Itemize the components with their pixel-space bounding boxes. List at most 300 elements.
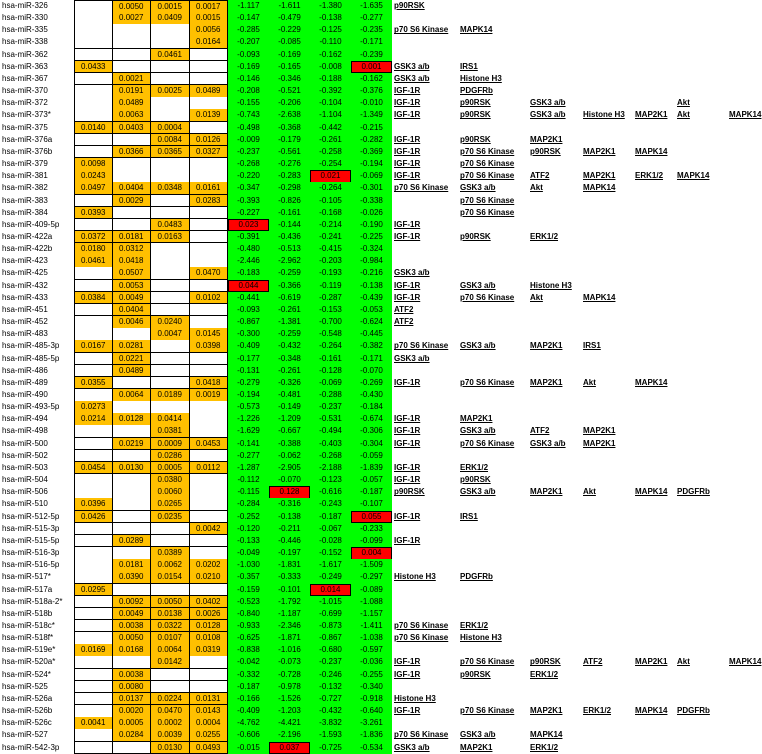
- gene-target-cell: [675, 182, 727, 195]
- gene-target-cell: [675, 584, 727, 597]
- gene-target-cell: [581, 571, 633, 584]
- pvalue-cell: [151, 523, 190, 536]
- table-row: [0, 559, 762, 571]
- gene-target-cell: [528, 547, 581, 560]
- mirna-label: hsa-miR-515-3p: [2, 523, 60, 533]
- ratio-cell: -1.411: [351, 620, 392, 633]
- gene-target-label: GSK3 a/b: [460, 426, 496, 436]
- pvalue-cell: 0.0025: [151, 85, 190, 98]
- ratio-cell: -0.494: [310, 425, 351, 438]
- pvalue-cell: 0.0284: [113, 729, 152, 742]
- ratio-cell: -0.276: [269, 158, 310, 171]
- gene-target-cell: [458, 231, 528, 244]
- gene-target-cell: [633, 547, 675, 560]
- pvalue-cell: [151, 353, 190, 366]
- gene-target-label: GSK3 a/b: [460, 341, 496, 351]
- ratio-cell: -0.388: [269, 438, 310, 451]
- gene-target-cell: [458, 36, 528, 49]
- gene-target-cell: [633, 97, 675, 110]
- pvalue-cell: 0.0265: [151, 498, 190, 511]
- pvalue-cell: 0.0470: [190, 267, 229, 280]
- gene-target-cell: [727, 425, 762, 438]
- ratio-cell: -0.268: [228, 158, 269, 171]
- pvalue-cell: 0.0060: [151, 486, 190, 499]
- table-row: [0, 36, 762, 48]
- gene-target-cell: [392, 742, 458, 754]
- ratio-cell: -1.617: [310, 559, 351, 572]
- gene-target-cell: [392, 195, 458, 208]
- gene-target-cell: [528, 717, 581, 730]
- pvalue-cell: 0.0453: [190, 438, 229, 451]
- gene-target-cell: [392, 547, 458, 560]
- gene-target-cell: [727, 280, 762, 293]
- ratio-cell: -0.125: [310, 24, 351, 37]
- gene-target-cell: [458, 462, 528, 475]
- gene-target-label: MAP2K1: [530, 134, 563, 144]
- gene-target-cell: [633, 170, 675, 183]
- gene-target-cell: [581, 425, 633, 438]
- gene-target-cell: [528, 207, 581, 220]
- gene-target-label: MAPK14: [635, 146, 668, 156]
- pvalue-cell: 0.0403: [113, 122, 152, 135]
- ratio-cell: -0.301: [351, 182, 392, 195]
- pvalue-cell: 0.0322: [151, 620, 190, 633]
- ratio-cell: -0.093: [228, 304, 269, 317]
- pvalue-cell: 0.0286: [151, 450, 190, 463]
- pvalue-cell: 0.0056: [190, 24, 229, 37]
- gene-target-cell: [633, 73, 675, 86]
- gene-target-cell: [458, 146, 528, 159]
- gene-target-cell: [392, 304, 458, 317]
- gene-target-cell: [727, 243, 762, 256]
- ratio-cell: -0.306: [351, 425, 392, 438]
- gene-target-label: MAPK14: [635, 377, 668, 387]
- gene-target-cell: [458, 474, 528, 487]
- ratio-cell: -4.762: [228, 717, 269, 730]
- gene-target-label: IGF-1R: [394, 171, 421, 181]
- ratio-cell: -1.380: [310, 0, 351, 14]
- gene-target-cell: [633, 462, 675, 475]
- gene-target-cell: [392, 85, 458, 98]
- pvalue-cell: 0.0295: [74, 584, 113, 597]
- pvalue-cell: [151, 340, 190, 353]
- ratio-cell: -0.439: [351, 292, 392, 305]
- gene-target-cell: [392, 365, 458, 378]
- ratio-cell: -0.259: [269, 328, 310, 341]
- gene-target-cell: [675, 85, 727, 98]
- gene-target-cell: [581, 24, 633, 37]
- gene-target-cell: [581, 693, 633, 706]
- ratio-cell: -0.282: [351, 134, 392, 147]
- ratio-cell: -2.905: [269, 462, 310, 475]
- gene-target-cell: [392, 243, 458, 256]
- pvalue-cell: [151, 280, 190, 293]
- pvalue-cell: 0.0224: [151, 693, 190, 706]
- gene-target-cell: [392, 596, 458, 609]
- gene-target-cell: [633, 267, 675, 280]
- pvalue-cell: [74, 474, 113, 487]
- ratio-cell: -1.509: [351, 559, 392, 572]
- gene-target-cell: [727, 656, 762, 669]
- ratio-cell: -0.978: [269, 681, 310, 694]
- ratio-cell: -0.480: [228, 243, 269, 256]
- gene-target-cell: [392, 401, 458, 414]
- pvalue-cell: 0.0038: [113, 669, 152, 682]
- pvalue-cell: 0.0418: [113, 255, 152, 268]
- ratio-cell: -0.441: [228, 292, 269, 305]
- gene-target-cell: [528, 353, 581, 366]
- gene-target-cell: [392, 170, 458, 183]
- gene-target-cell: [581, 413, 633, 426]
- pvalue-cell: [74, 36, 113, 49]
- ratio-cell: -0.283: [269, 170, 310, 183]
- gene-target-cell: [727, 413, 762, 426]
- gene-target-cell: [727, 596, 762, 609]
- gene-target-label: MAP2K1: [530, 487, 563, 497]
- pvalue-cell: [190, 450, 229, 463]
- pvalue-cell: [190, 158, 229, 171]
- gene-target-cell: [727, 267, 762, 280]
- ratio-cell: -4.421: [269, 717, 310, 730]
- ratio-cell: -0.193: [310, 267, 351, 280]
- gene-target-cell: [392, 316, 458, 329]
- gene-target-cell: [633, 182, 675, 195]
- ratio-cell: -2.638: [269, 109, 310, 122]
- gene-target-cell: [633, 450, 675, 463]
- gene-target-cell: [727, 729, 762, 742]
- gene-target-label: Histone H3: [394, 572, 436, 582]
- gene-target-label: Histone H3: [394, 693, 436, 703]
- mirna-label: hsa-miR-518b: [2, 608, 53, 618]
- gene-target-cell: [528, 49, 581, 62]
- ratio-cell: -0.206: [269, 97, 310, 110]
- pvalue-cell: 0.0461: [151, 49, 190, 62]
- gene-target-cell: [727, 49, 762, 62]
- pvalue-cell: [74, 656, 113, 669]
- gene-target-cell: [633, 584, 675, 597]
- ratio-cell: -0.259: [269, 267, 310, 280]
- pvalue-cell: 0.0128: [190, 620, 229, 633]
- ratio-cell: -0.237: [310, 401, 351, 414]
- table-row: [0, 73, 762, 85]
- ratio-cell: -0.069: [310, 377, 351, 390]
- gene-target-cell: [458, 219, 528, 232]
- ratio-cell: -0.249: [310, 571, 351, 584]
- pvalue-cell: [151, 304, 190, 317]
- gene-target-label: MAPK14: [530, 730, 563, 740]
- ratio-cell: -0.624: [351, 316, 392, 329]
- pvalue-cell: [74, 267, 113, 280]
- ratio-cell: -0.165: [269, 61, 310, 74]
- mirna-label: hsa-miR-519e*: [2, 645, 56, 655]
- pvalue-cell: [190, 170, 229, 183]
- table-row: [0, 523, 762, 535]
- pvalue-cell: [190, 656, 229, 669]
- table-row: [0, 584, 762, 596]
- gene-target-label: Akt: [530, 183, 543, 193]
- pvalue-cell: [113, 401, 152, 414]
- gene-target-cell: [675, 401, 727, 414]
- pvalue-cell: 0.0015: [151, 0, 190, 14]
- mirna-label: hsa-miR-379: [2, 159, 48, 169]
- pvalue-cell: 0.0312: [113, 243, 152, 256]
- gene-target-cell: [727, 316, 762, 329]
- gene-target-cell: [528, 644, 581, 657]
- pvalue-cell: [151, 255, 190, 268]
- gene-target-label: IRS1: [460, 61, 478, 71]
- gene-target-cell: [675, 742, 727, 754]
- pvalue-cell: [151, 535, 190, 548]
- ratio-cell: -0.523: [228, 596, 269, 609]
- gene-target-cell: [727, 61, 762, 74]
- ratio-cell: -0.326: [269, 377, 310, 390]
- gene-target-cell: [581, 486, 633, 499]
- ratio-cell: -2.962: [269, 255, 310, 268]
- gene-target-cell: [675, 644, 727, 657]
- mirna-label: hsa-miR-520a*: [2, 657, 56, 667]
- gene-target-cell: [727, 122, 762, 135]
- gene-target-cell: [528, 401, 581, 414]
- table-row: [0, 377, 762, 389]
- gene-target-cell: [581, 134, 633, 147]
- ratio-cell: -0.009: [228, 134, 269, 147]
- ratio-cell: -0.255: [351, 669, 392, 682]
- gene-target-cell: [528, 523, 581, 536]
- ratio-cell: -0.254: [310, 158, 351, 171]
- gene-target-label: p70 S6 Kinase: [394, 730, 449, 740]
- table-row: [0, 693, 762, 705]
- mirna-label: hsa-miR-524*: [2, 669, 51, 679]
- pvalue-cell: 0.0062: [151, 559, 190, 572]
- gene-target-cell: [392, 109, 458, 122]
- gene-target-cell: [458, 486, 528, 499]
- pvalue-cell: 0.0064: [151, 644, 190, 657]
- pvalue-cell: 0.0002: [151, 717, 190, 730]
- gene-target-label: Akt: [530, 292, 543, 302]
- pvalue-cell: [190, 61, 229, 74]
- pvalue-cell: [190, 547, 229, 560]
- ratio-cell: -0.674: [351, 413, 392, 426]
- gene-target-label: ERK1/2: [583, 706, 612, 716]
- pvalue-cell: [151, 365, 190, 378]
- ratio-cell: -0.561: [269, 146, 310, 159]
- mirna-label: hsa-miR-526a: [2, 693, 53, 703]
- mirna-label: hsa-miR-382: [2, 183, 48, 193]
- gene-target-cell: [727, 109, 762, 122]
- gene-target-cell: [633, 280, 675, 293]
- gene-target-cell: [581, 122, 633, 135]
- gene-target-cell: [528, 24, 581, 37]
- gene-target-cell: [528, 243, 581, 256]
- pvalue-cell: [190, 486, 229, 499]
- gene-target-cell: [392, 292, 458, 305]
- gene-target-cell: [392, 474, 458, 487]
- gene-target-cell: [675, 353, 727, 366]
- gene-target-cell: [581, 729, 633, 742]
- pvalue-cell: 0.0064: [113, 389, 152, 402]
- pvalue-cell: 0.0380: [151, 474, 190, 487]
- ratio-cell: -0.727: [310, 693, 351, 706]
- gene-target-cell: [727, 340, 762, 353]
- pvalue-cell: 0.0273: [74, 401, 113, 414]
- pvalue-cell: [113, 61, 152, 74]
- table-row: [0, 656, 762, 668]
- gene-target-cell: [458, 377, 528, 390]
- ratio-cell: -0.287: [310, 292, 351, 305]
- gene-target-cell: [633, 742, 675, 754]
- ratio-cell: -0.237: [228, 146, 269, 159]
- ratio-cell: -0.324: [351, 243, 392, 256]
- gene-target-label: GSK3 a/b: [394, 268, 430, 278]
- gene-target-cell: [675, 717, 727, 730]
- pvalue-cell: 0.0050: [113, 0, 152, 14]
- gene-target-cell: [458, 389, 528, 402]
- gene-target-cell: [581, 207, 633, 220]
- pvalue-cell: 0.0168: [113, 644, 152, 657]
- gene-target-cell: [392, 729, 458, 742]
- gene-target-cell: [528, 656, 581, 669]
- gene-target-label: Histone H3: [530, 280, 572, 290]
- gene-target-cell: [581, 450, 633, 463]
- gene-target-cell: [675, 255, 727, 268]
- gene-target-cell: [675, 498, 727, 511]
- pvalue-cell: [113, 134, 152, 147]
- mirna-label: hsa-miR-422a: [2, 231, 53, 241]
- gene-target-cell: [392, 450, 458, 463]
- pvalue-cell: 0.0355: [74, 377, 113, 390]
- gene-target-cell: [528, 267, 581, 280]
- pvalue-cell: [151, 73, 190, 86]
- ratio-cell: -0.548: [310, 328, 351, 341]
- ratio-cell: -0.436: [269, 231, 310, 244]
- ratio-cell: -0.152: [310, 547, 351, 560]
- ratio-cell: -0.300: [228, 328, 269, 341]
- gene-target-cell: [581, 547, 633, 560]
- gene-target-label: IGF-1R: [394, 219, 421, 229]
- gene-target-cell: [581, 97, 633, 110]
- ratio-cell: -0.277: [351, 12, 392, 25]
- gene-target-cell: [581, 474, 633, 487]
- pvalue-cell: 0.0019: [190, 389, 229, 402]
- gene-target-cell: [581, 523, 633, 536]
- pvalue-cell: 0.0020: [113, 705, 152, 718]
- gene-target-cell: [392, 620, 458, 633]
- gene-target-label: GSK3 a/b: [394, 353, 430, 363]
- pvalue-cell: [190, 681, 229, 694]
- gene-target-cell: [675, 425, 727, 438]
- pvalue-cell: 0.0470: [151, 705, 190, 718]
- gene-target-cell: [727, 571, 762, 584]
- gene-target-cell: [528, 85, 581, 98]
- ratio-cell: -0.026: [351, 207, 392, 220]
- pvalue-cell: 0.0365: [151, 146, 190, 159]
- ratio-cell: -0.264: [310, 182, 351, 195]
- mirna-label: hsa-miR-526c: [2, 718, 52, 728]
- flagged-ratio-cell: 0.001: [351, 61, 392, 74]
- gene-target-label: MAP2K1: [583, 146, 616, 156]
- pvalue-cell: [74, 280, 113, 293]
- gene-target-cell: [392, 608, 458, 621]
- pvalue-cell: 0.0049: [113, 292, 152, 305]
- ratio-cell: -0.153: [310, 304, 351, 317]
- gene-target-cell: [727, 401, 762, 414]
- mirna-label: hsa-miR-486: [2, 365, 48, 375]
- pvalue-cell: 0.0164: [190, 36, 229, 49]
- gene-target-label: IGF-1R: [394, 231, 421, 241]
- ratio-cell: -0.728: [269, 669, 310, 682]
- mirna-label: hsa-miR-542-3p: [2, 742, 60, 752]
- gene-target-cell: [633, 559, 675, 572]
- gene-target-cell: [727, 304, 762, 317]
- gene-target-cell: [581, 620, 633, 633]
- gene-target-cell: [528, 340, 581, 353]
- table-row: [0, 705, 762, 717]
- gene-target-label: p70 S6 Kinase: [394, 341, 449, 351]
- ratio-cell: -0.146: [228, 73, 269, 86]
- pvalue-cell: [113, 377, 152, 390]
- pvalue-cell: 0.0063: [113, 109, 152, 122]
- gene-target-label: PDGFRb: [460, 572, 493, 582]
- gene-target-cell: [727, 644, 762, 657]
- gene-target-cell: [727, 134, 762, 147]
- pvalue-cell: [190, 122, 229, 135]
- mirna-label: hsa-miR-506: [2, 487, 48, 497]
- pvalue-cell: [74, 705, 113, 718]
- gene-target-cell: [581, 170, 633, 183]
- ratio-cell: -1.635: [351, 0, 392, 14]
- gene-target-cell: [392, 693, 458, 706]
- gene-target-cell: [727, 219, 762, 232]
- pvalue-cell: 0.0348: [151, 182, 190, 195]
- gene-target-cell: [727, 438, 762, 451]
- gene-target-label: IGF-1R: [394, 110, 421, 120]
- gene-target-label: MAPK14: [635, 706, 668, 716]
- pvalue-cell: 0.0027: [113, 12, 152, 25]
- pvalue-cell: [74, 438, 113, 451]
- gene-target-cell: [528, 231, 581, 244]
- gene-target-label: IRS1: [460, 511, 478, 521]
- ratio-cell: -0.233: [351, 523, 392, 536]
- ratio-cell: -1.016: [269, 644, 310, 657]
- ratio-cell: -0.403: [310, 438, 351, 451]
- gene-target-cell: [528, 693, 581, 706]
- gene-target-cell: [675, 389, 727, 402]
- gene-target-cell: [392, 73, 458, 86]
- ratio-cell: -0.227: [228, 207, 269, 220]
- gene-target-label: IGF-1R: [394, 511, 421, 521]
- gene-target-label: p70 S6 Kinase: [394, 633, 449, 643]
- pvalue-cell: [190, 669, 229, 682]
- pvalue-cell: 0.0507: [113, 267, 152, 280]
- ratio-cell: -0.166: [228, 693, 269, 706]
- gene-target-label: IGF-1R: [394, 377, 421, 387]
- pvalue-cell: 0.0409: [151, 12, 190, 25]
- gene-target-cell: [727, 36, 762, 49]
- gene-target-label: p70 S6 Kinase: [394, 25, 449, 35]
- pvalue-cell: [151, 36, 190, 49]
- gene-target-label: IGF-1R: [394, 134, 421, 144]
- ratio-cell: -0.348: [269, 353, 310, 366]
- gene-target-cell: [727, 85, 762, 98]
- ratio-cell: -0.171: [351, 353, 392, 366]
- gene-target-cell: [727, 255, 762, 268]
- pvalue-cell: 0.0404: [113, 182, 152, 195]
- gene-target-cell: [727, 24, 762, 37]
- gene-target-cell: [581, 280, 633, 293]
- gene-target-cell: [633, 656, 675, 669]
- gene-target-cell: [727, 12, 762, 25]
- gene-target-cell: [675, 109, 727, 122]
